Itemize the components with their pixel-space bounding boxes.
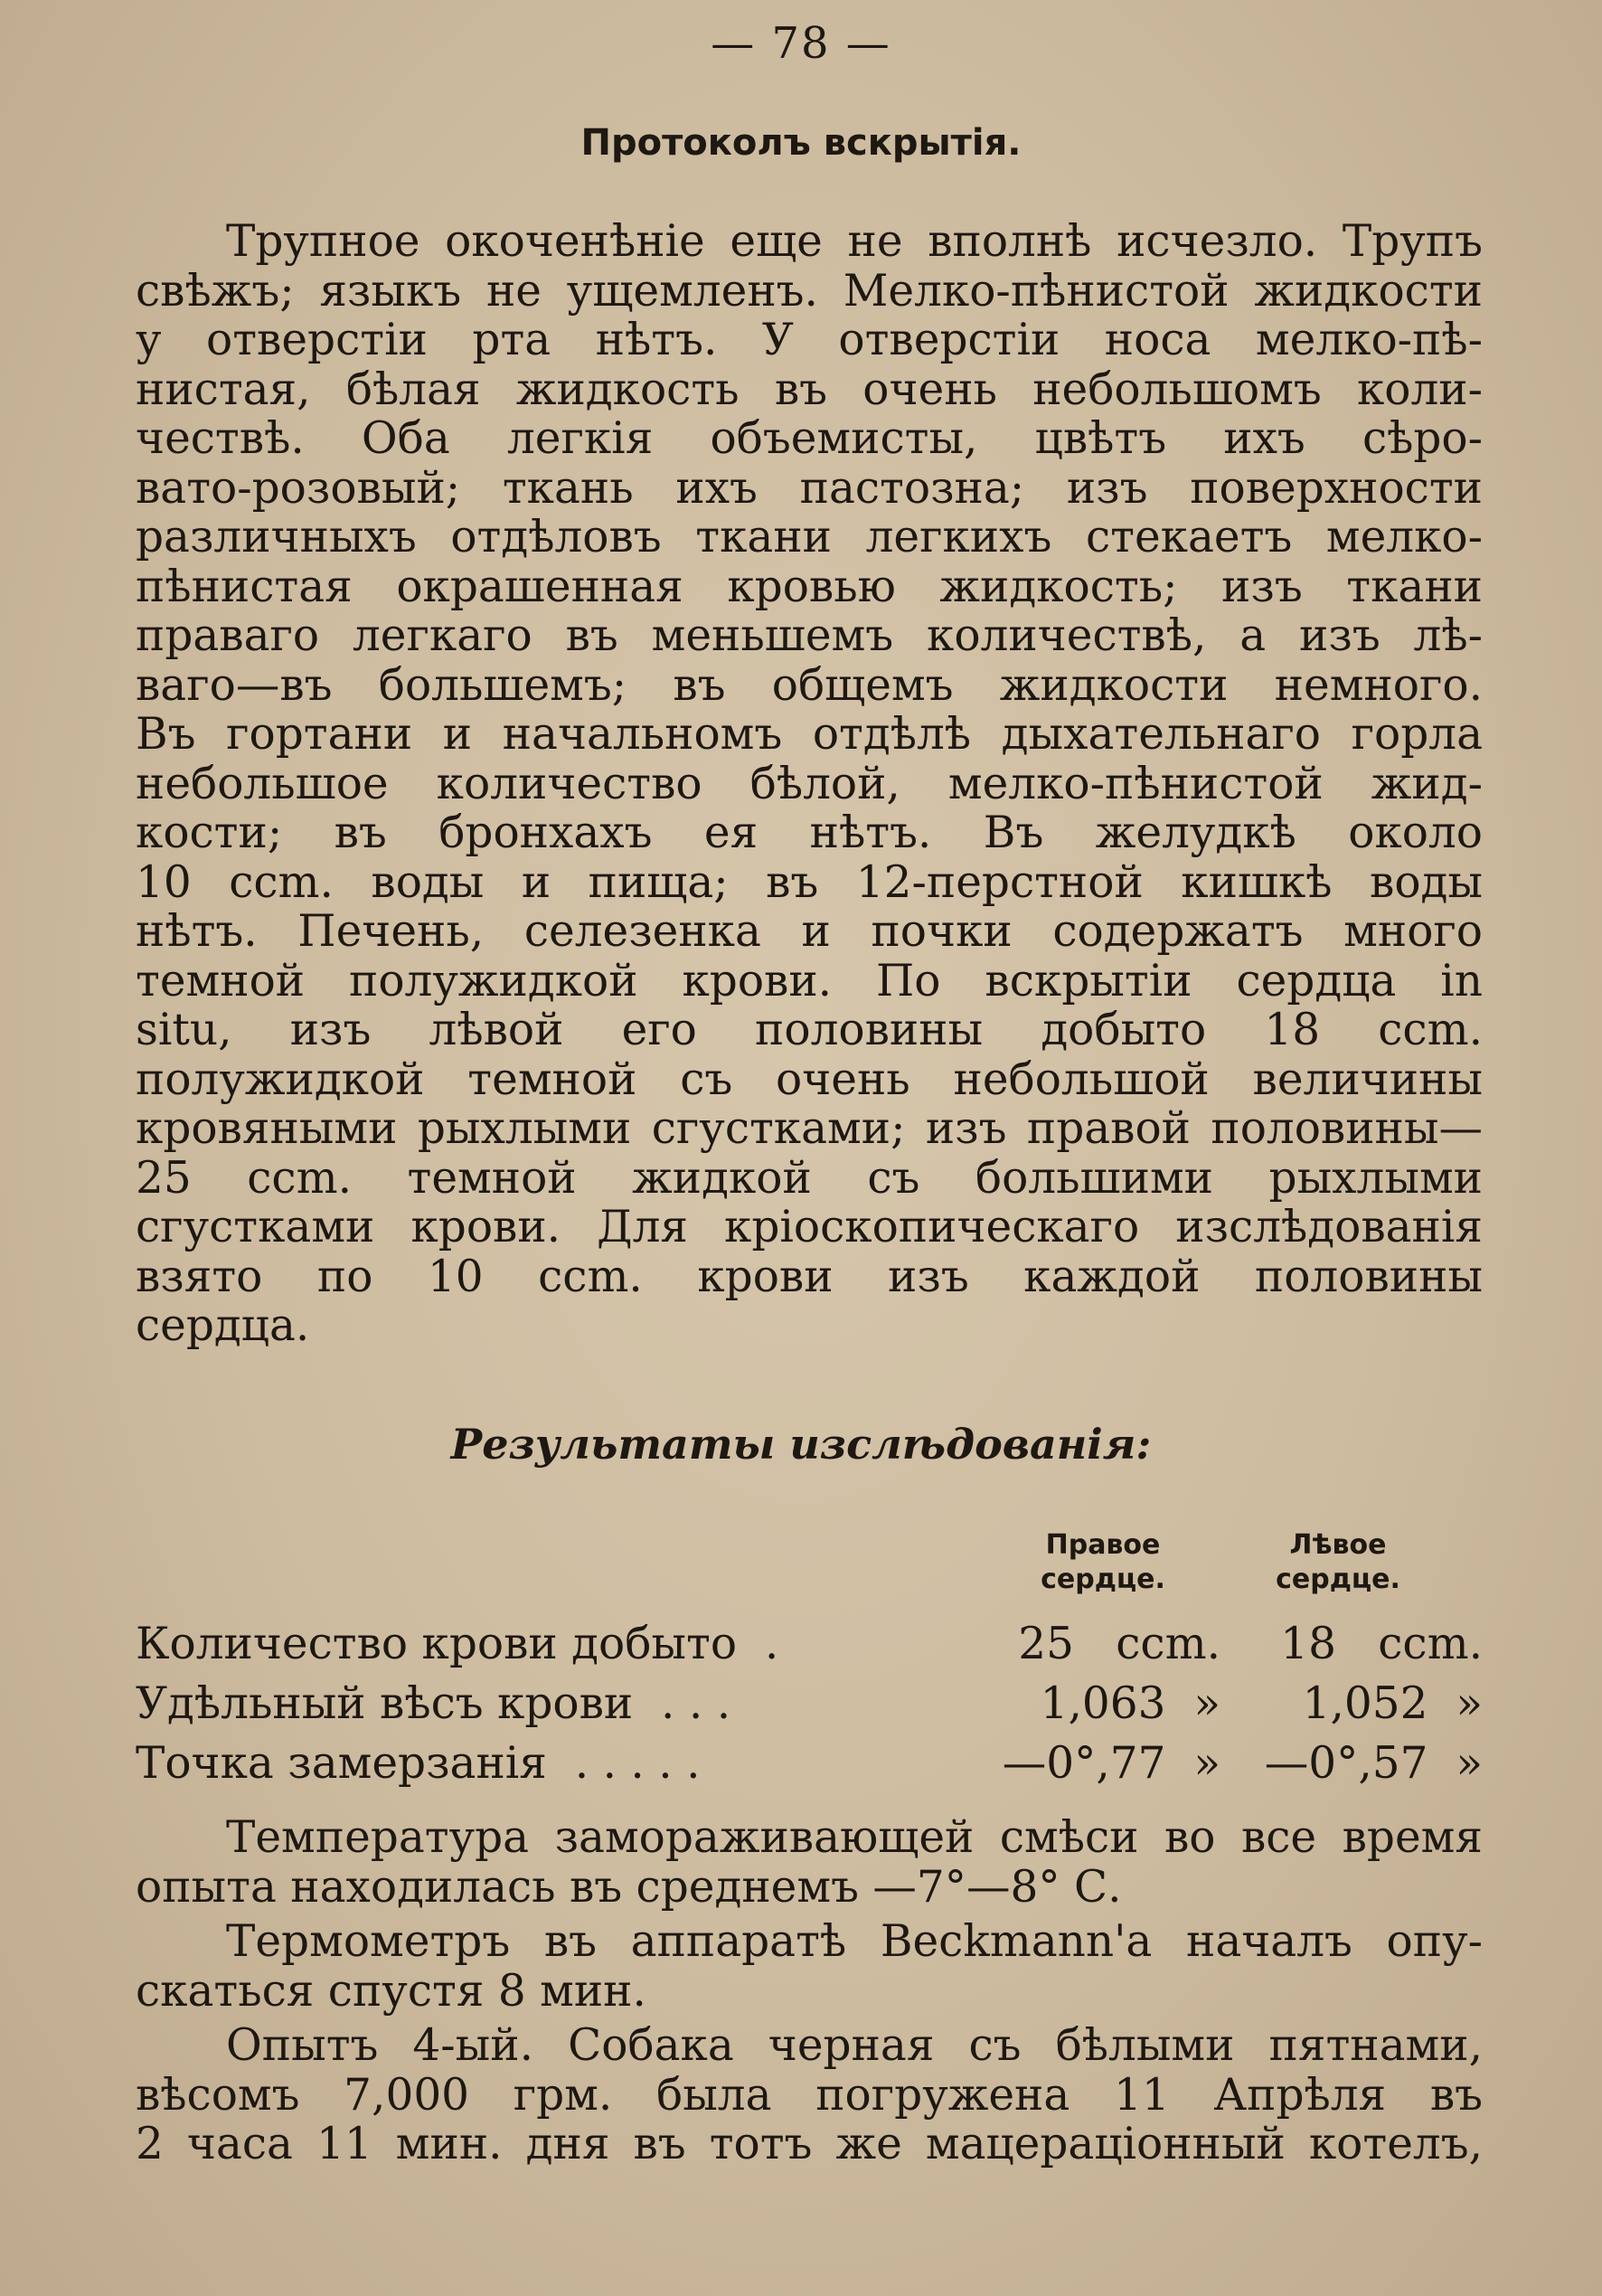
text-line: опыта находилась въ среднемъ —7°—8° С. — [136, 1861, 1122, 1913]
column-header-line: Лѣвое — [1289, 1529, 1387, 1561]
text-line: праваго легкаго въ меньшемъ количествѣ, а изъ лѣ- — [136, 610, 1483, 661]
text-line: нистая, бѣлая жидкость въ очень небольшомъ коли- — [136, 364, 1483, 415]
left-heart-value: 18 ccm. — [1280, 1619, 1483, 1669]
text-line: 25 ccm. темной жидкой съ большими рыхлыми — [136, 1152, 1483, 1204]
table-row — [136, 1619, 1483, 1669]
column-header-left-heart — [1248, 1528, 1428, 1597]
row-label: Количество крови добыто . — [136, 1619, 779, 1669]
text-line: кости; въ бронхахъ ея нѣтъ. Въ желудкѣ около — [136, 808, 1483, 858]
text-line: чествѣ. Оба легкія объемисты, цвѣтъ ихъ сѣро- — [136, 413, 1483, 464]
text-line: Опытъ 4-ый. Собака черная съ бѣлыми пятнами, — [226, 2020, 1483, 2071]
text-line: 2 часа 11 мин. дня въ тотъ же мацераціонный котелъ, — [136, 2119, 1483, 2169]
text-line: вато-розовый; ткань ихъ пастозна; изъ поверхности — [136, 462, 1483, 514]
text-line: ваго—въ большемъ; въ общемъ жидкости немного. — [136, 659, 1483, 711]
left-heart-value: —0°,57 » — [1264, 1738, 1483, 1789]
text-line: сердца. — [136, 1300, 310, 1351]
row-label: Удѣльный вѣсъ крови . . . — [136, 1678, 731, 1729]
text-line: Термометръ въ аппаратѣ Beckmann'а началъ опу- — [226, 1916, 1483, 1967]
text-line: сгустками крови. Для кріоскопическаго изслѣдованія — [136, 1202, 1483, 1252]
row-label: Точка замерзанія . . . . . — [136, 1738, 701, 1789]
paragraph-temperature — [136, 1813, 1483, 1912]
column-header-line: Правое — [1045, 1529, 1161, 1561]
results-heading: Результаты изслѣдованія: — [450, 1420, 1152, 1469]
column-header-line: сердце. — [1041, 1564, 1165, 1595]
text-line: скаться спустя 8 мин. — [136, 1965, 646, 2017]
text-line: небольшое количество бѣлой, мелко-пѣнистой жид- — [136, 758, 1483, 809]
text-line: пѣнистая окрашенная кровью жидкость; изъ ткани — [136, 561, 1483, 612]
text-line: у отверстіи рта нѣтъ. У отверстіи носа мелко-пѣ- — [136, 315, 1483, 365]
text-line: свѣжъ; языкъ не ущемленъ. Мелко-пѣнистой жидкости — [136, 265, 1483, 317]
section-title: Протоколъ вскрытія. — [580, 122, 1022, 164]
right-heart-value: —0°,77 » — [1002, 1738, 1220, 1789]
text-line: различныхъ отдѣловъ ткани легкихъ стекаетъ мелко- — [136, 512, 1483, 562]
page-number: — 78 — — [711, 18, 891, 69]
text-line: нѣтъ. Печень, селезенка и почки содержатъ много — [136, 906, 1483, 957]
text-line: взято по 10 ccm. крови изъ каждой половины — [136, 1251, 1483, 1302]
table-row — [136, 1738, 1483, 1789]
left-heart-value: 1,052 » — [1302, 1678, 1483, 1729]
text-line: полужидкой темной съ очень небольшой величины — [136, 1054, 1483, 1105]
text-line: Трупное окоченѣніе еще не вполнѣ исчезло. Трупъ — [226, 216, 1483, 267]
right-heart-value: 25 ccm. — [1018, 1619, 1220, 1669]
paragraph-experiment-4 — [136, 2021, 1483, 2169]
text-line: кровяными рыхлыми сгустками; изъ правой половины— — [136, 1103, 1483, 1154]
column-header-right-heart — [1013, 1528, 1193, 1597]
autopsy-protocol-text — [136, 217, 1483, 1351]
text-line: вѣсомъ 7,000 грм. была погружена 11 Апрѣля въ — [136, 2069, 1483, 2121]
paragraph-thermometer — [136, 1917, 1483, 2016]
right-heart-value: 1,063 » — [1040, 1678, 1220, 1729]
text-line: situ, изъ лѣвой его половины добыто 18 ccm. — [136, 1005, 1483, 1055]
text-line: Температура замораживающей смѣси во все время — [226, 1812, 1483, 1863]
table-row — [136, 1678, 1483, 1729]
text-line: темной полужидкой крови. По вскрытіи сердца in — [136, 955, 1483, 1006]
column-header-line: сердце. — [1276, 1564, 1400, 1595]
text-line: 10 ccm. воды и пища; въ 12-перстной кишкѣ воды — [136, 856, 1483, 908]
text-line: Въ гортани и начальномъ отдѣлѣ дыхательнаго горла — [136, 709, 1483, 760]
